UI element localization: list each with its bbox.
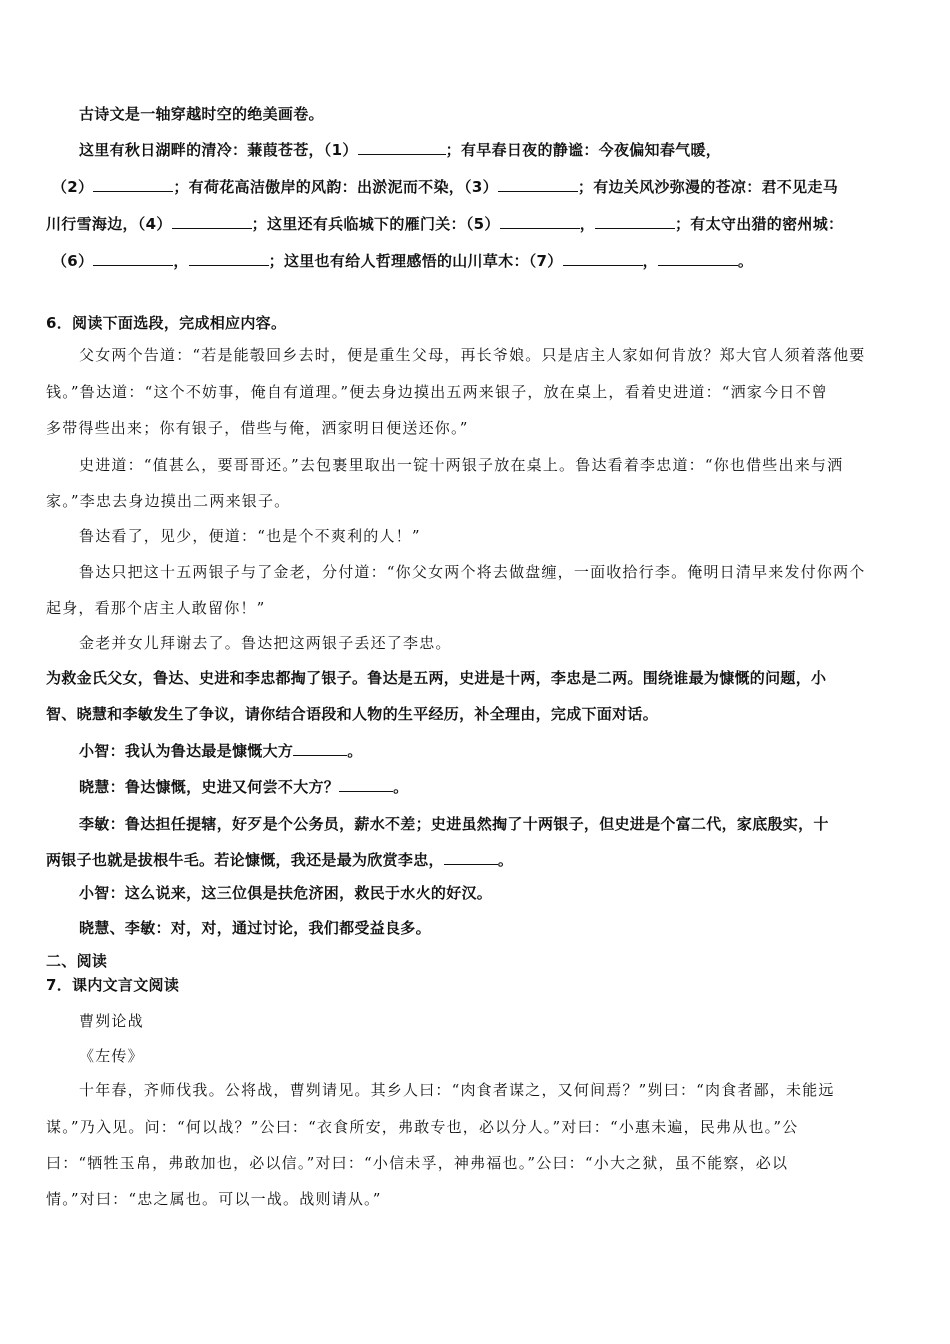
question-6-title: 6．阅读下面选段，完成相应内容。	[46, 314, 287, 332]
excerpt-line: 多带得些出来；你有银子，借些与俺，洒家明日便送还你。”	[46, 419, 469, 437]
answer-blank-1[interactable]	[358, 140, 446, 155]
answer-blank-xiaozhi[interactable]	[293, 741, 347, 756]
dialogue-line-5: 晓慧、李敏：对，对，通过讨论，我们都受益良多。	[79, 919, 431, 937]
essay-source: 《左传》	[79, 1047, 144, 1065]
dialogue-line-1: 小智：我认为鲁达最是慷慨大方 。	[79, 742, 363, 760]
essay-title: 曹刿论战	[79, 1012, 144, 1030]
essay-line: 情。”对曰：“忠之属也。可以一战。战则请从。”	[46, 1190, 382, 1208]
answer-blank-3[interactable]	[498, 177, 578, 192]
essay-line: 十年春，齐师伐我。公将战，曹刿请见。其乡人曰：“肉食者谋之，又何间焉？”刿曰：“肉食者鄙，未能远	[79, 1081, 835, 1099]
intro-line-5: （6） ， ；这里也有给人哲理感悟的山川草木：（7） ， 。	[52, 252, 754, 270]
essay-line: 曰：“牺牲玉帛，弗敢加也，必以信。”对曰：“小信未孚，神弗福也。”公曰：“小大之狱，虽不能察，必以	[46, 1154, 789, 1172]
excerpt-line: 父女两个告道：“若是能彀回乡去时，便是重生父母，再长爷娘。只是店主人家如何肯放？郑大官人须着落他要	[79, 346, 866, 364]
answer-blank-6a[interactable]	[93, 251, 173, 266]
answer-blank-7a[interactable]	[563, 251, 643, 266]
essay-line: 谋。”乃入见。问：“何以战？”公曰：“衣食所安，弗敢专也，必以分人。”对曰：“小惠未遍，民弗从也。”公	[46, 1118, 799, 1136]
question-6-prompt: 智、晓慧和李敏发生了争议，请你结合语段和人物的生平经历，补全理由，完成下面对话。	[46, 705, 659, 723]
answer-blank-xiaohui[interactable]	[339, 777, 393, 792]
question-6-prompt: 为救金氏父女，鲁达、史进和李忠都掏了银子。鲁达是五两，史进是十两，李忠是二两。围绕谁最为慷慨的问题，小	[46, 669, 827, 687]
dialogue-line-3: 李敏：鲁达担任提辖，好歹是个公务员，薪水不差；史进虽然掏了十两银子，但史进是个富二代，家底殷实，十	[79, 815, 829, 833]
dialogue-line-2: 晓慧：鲁达慷慨，史进又何尝不大方？ 。	[79, 778, 409, 796]
excerpt-line: 鲁达只把这十五两银子与了金老，分付道：“你父女两个将去做盘缠，一面收拾行李。俺明日清早来发付你两个	[79, 563, 866, 581]
answer-blank-5a[interactable]	[500, 214, 580, 229]
excerpt-line: 钱。”鲁达道：“这个不妨事，俺自有道理。”便去身边摸出五两来银子，放在桌上，看着史进道：“洒家今日不曾	[46, 383, 828, 401]
answer-blank-4[interactable]	[172, 214, 252, 229]
excerpt-line: 鲁达看了，见少，便道：“也是个不爽利的人！”	[79, 527, 421, 545]
answer-blank-limin[interactable]	[444, 850, 498, 865]
answer-blank-6b[interactable]	[189, 251, 269, 266]
intro-line-1: 古诗文是一轴穿越时空的绝美画卷。	[79, 105, 324, 123]
question-7-title: 7．课内文言文阅读	[46, 976, 180, 994]
intro-line-4: 川行雪海边，（4） ；这里还有兵临城下的雁门关：（5） ， ；有太守出猎的密州城：	[46, 215, 844, 233]
excerpt-line: 家。”李忠去身边摸出二两来银子。	[46, 492, 291, 510]
dialogue-line-4: 小智：这么说来，这三位俱是扶危济困，救民于水火的好汉。	[79, 884, 493, 902]
answer-blank-2[interactable]	[93, 177, 173, 192]
excerpt-line: 史进道：“值甚么，要哥哥还。”去包裹里取出一锭十两银子放在桌上。鲁达看着李忠道：“你也借些出来与洒	[79, 456, 844, 474]
intro-line-3: （2） ；有荷花高洁傲岸的风韵：出淤泥而不染，（3） ；有边关风沙弥漫的苍凉：君不见走马	[52, 178, 838, 196]
answer-blank-7b[interactable]	[658, 251, 738, 266]
answer-blank-5b[interactable]	[595, 214, 675, 229]
excerpt-line: 金老并女儿拜谢去了。鲁达把这两银子丢还了李忠。	[79, 634, 452, 652]
dialogue-line-3-cont: 两银子也就是拔根牛毛。若论慷慨，我还是最为欣赏李忠， 。	[46, 851, 514, 869]
section-heading: 二、阅读	[46, 952, 108, 970]
intro-line-2: 这里有秋日湖畔的清冷：蒹葭苍苍，（1） ；有早春日夜的静谧：今夜偏知春气暖，	[79, 141, 722, 159]
excerpt-line: 起身，看那个店主人敢留你！”	[46, 599, 266, 617]
